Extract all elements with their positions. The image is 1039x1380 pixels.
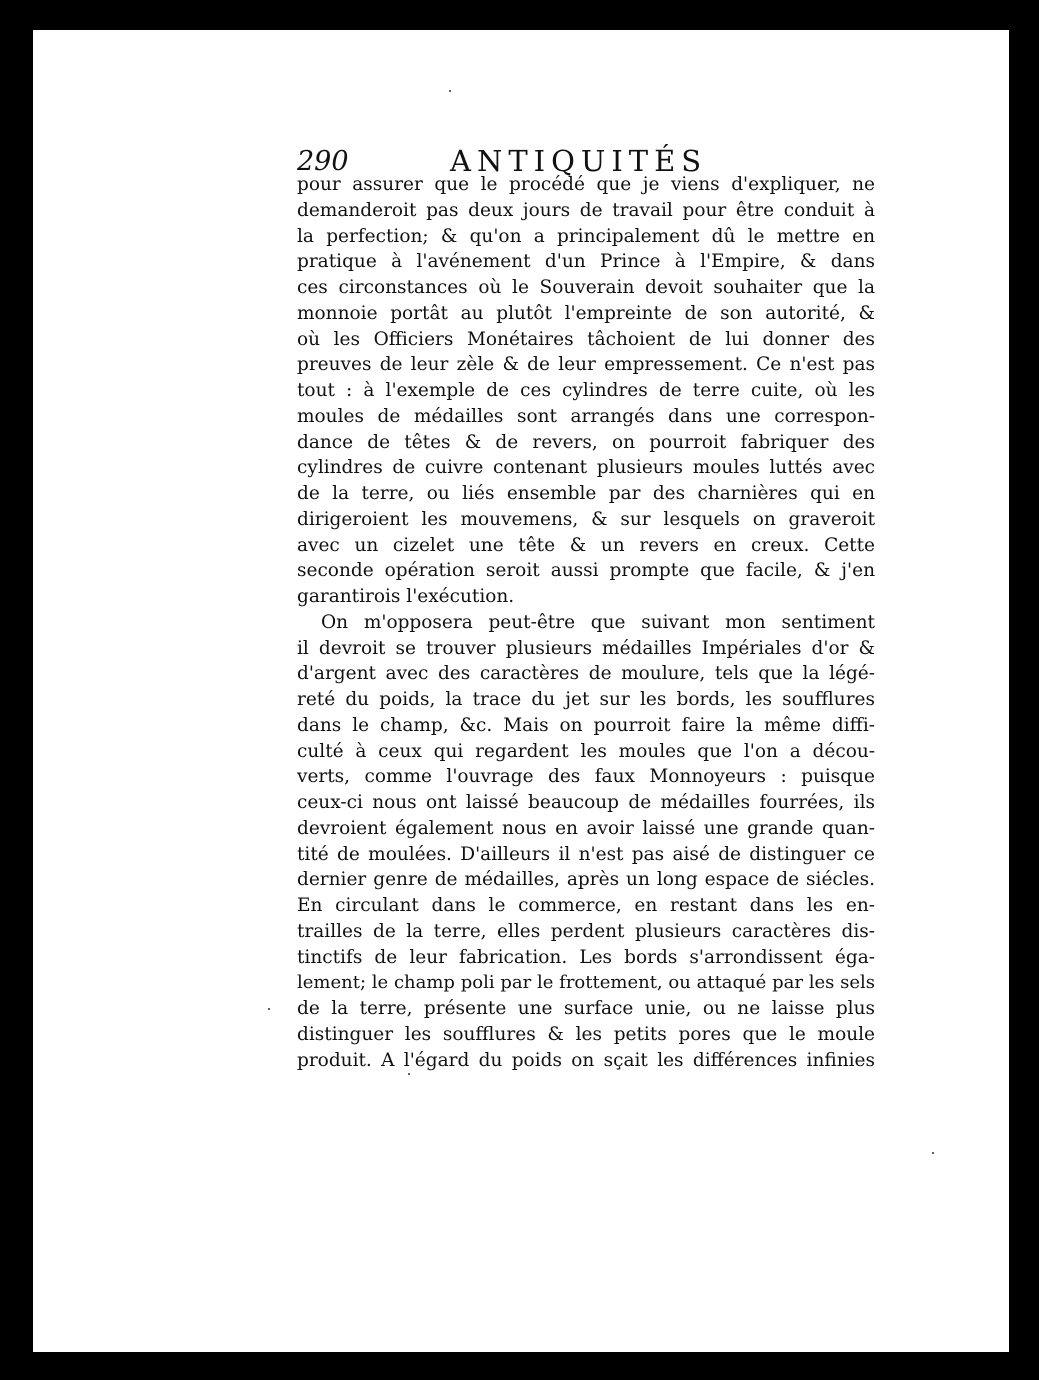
text-line: dance de têtes & de revers, on pourroit fabriquer des	[297, 431, 875, 453]
text-line: devroient également nous en avoir laissé une grande quan-	[297, 817, 875, 839]
body-text	[297, 172, 875, 1073]
text-line: de la terre, ou liés ensemble par des charnières qui en	[297, 483, 875, 504]
text-line: produit. A l'égard du poids on sçait les différences infinies	[297, 1049, 875, 1071]
text-line: tout : à l'exemple de ces cylindres de terre cuite, où les	[297, 380, 875, 401]
text-line: En circulant dans le commerce, en restant dans les en-	[297, 895, 875, 916]
text-line: de la terre, présente une surface unie, ou ne laisse plus	[297, 998, 875, 1019]
paragraph-start-line: On m'opposera peut-être que suivant mon sentiment	[321, 611, 875, 633]
text-line: ces circonstances où le Souverain devoit souhaiter que la	[297, 277, 875, 298]
text-line: avec un cizelet une tête & un revers en creux. Cette	[297, 534, 875, 556]
paragraph-end-line: garantirois l'exécution.	[297, 586, 515, 607]
text-line: verts, comme l'ouvrage des faux Monnoyeurs : puisque	[297, 766, 875, 788]
text-line: pour assurer que le procédé que je viens d'expliquer, ne	[297, 174, 875, 195]
text-line: lement; le champ poli par le frottement, ou attaqué par les sels	[297, 972, 875, 994]
ink-speck	[449, 90, 451, 92]
text-line: d'argent avec des caractères de moulure, tels que la légé-	[297, 663, 875, 685]
text-line: ceux-ci nous ont laissé beaucoup de médailles fourrées, ils	[297, 792, 875, 813]
text-line: trailles de la terre, elles perdent plusieurs caractères dis-	[297, 920, 875, 942]
text-line: monnoie portât au plutôt l'empreinte de son autorité, &	[297, 302, 875, 324]
text-line: cylindres de cuivre contenant plusieurs moules luttés avec	[297, 457, 875, 479]
text-line: la perfection; & qu'on a principalement dû le mettre en	[297, 225, 875, 247]
text-line: dirigeroient les mouvemens, & sur lesquels on graveroit	[297, 508, 875, 530]
text-line: moules de médailles sont arrangés dans une correspon-	[297, 405, 875, 427]
text-line: preuves de leur zèle & de leur empressement. Ce n'est pas	[297, 354, 875, 376]
text-line: seconde opération seroit aussi prompte que facile, & j'en	[297, 560, 875, 582]
text-line: tité de moulées. D'ailleurs il n'est pas aisé de distinguer ce	[297, 843, 875, 865]
ink-speck	[932, 1152, 934, 1154]
text-line: pratique à l'avénement d'un Prince à l'Empire, & dans	[297, 251, 875, 273]
text-line: dans le champ, &c. Mais on pourroit faire la même diffi-	[297, 714, 875, 736]
ink-speck	[408, 1073, 410, 1075]
running-head: ANTIQUITÉS	[450, 144, 708, 178]
text-line: dernier genre de médailles, après un long espace de siécles.	[297, 869, 875, 891]
text-line: culté à ceux qui regardent les moules que l'on a décou-	[297, 740, 875, 762]
ink-speck	[268, 1008, 270, 1010]
text-line: distinguer les soufflures & les petits pores que le moule	[297, 1023, 875, 1045]
text-line: reté du poids, la trace du jet sur les bords, les soufflures	[297, 689, 875, 710]
text-line: où les Officiers Monétaires tâchoient de lui donner des	[297, 328, 875, 350]
text-line: il devroit se trouver plusieurs médailles Impériales d'or &	[297, 637, 875, 659]
text-line: demanderoit pas deux jours de travail pour être conduit à	[297, 199, 875, 221]
text-line: tinctifs de leur fabrication. Les bords s'arrondissent éga-	[297, 946, 875, 968]
page-number: 290	[297, 146, 349, 177]
